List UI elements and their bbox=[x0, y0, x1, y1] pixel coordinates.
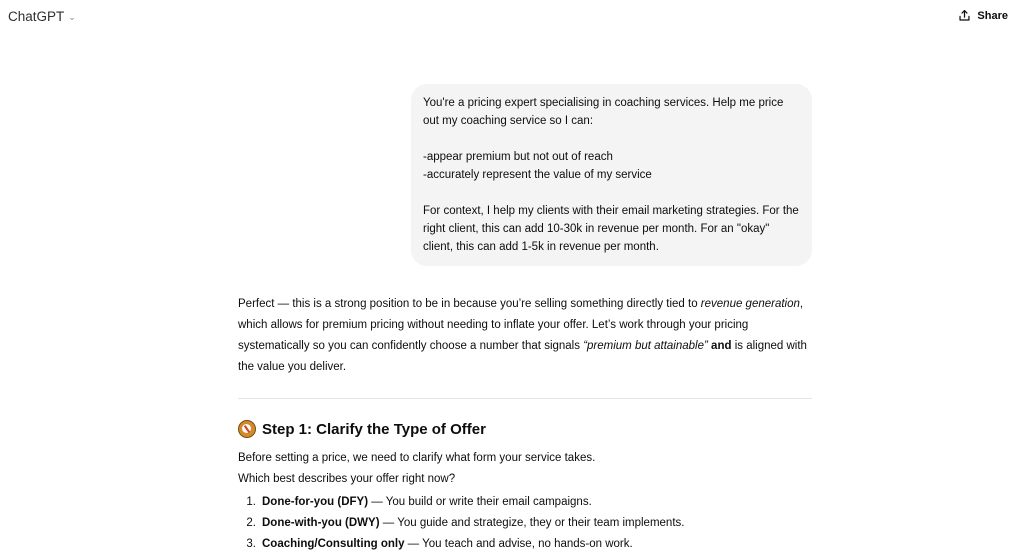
option-title: Coaching/Consulting only bbox=[262, 538, 405, 550]
list-item bbox=[244, 492, 814, 513]
user-message-bubble bbox=[411, 84, 812, 266]
step1-line: Before setting a price, we need to clarify what form your service takes. bbox=[238, 452, 596, 464]
share-label: Share bbox=[977, 9, 1008, 22]
offer-options-list bbox=[244, 492, 814, 555]
intro-text: is aligned with the value you deliver. bbox=[238, 340, 807, 373]
intro-text: , which allows for premium pricing without needing to inflate your offer. Let’s work through your pricing systematically so you can confidently choose a number that signals bbox=[238, 298, 804, 352]
user-message-line bbox=[423, 184, 800, 202]
step1-title: Step 1: Clarify the Type of Offer bbox=[262, 420, 486, 438]
list-item bbox=[244, 513, 814, 534]
share-button[interactable] bbox=[958, 9, 1008, 22]
step1-heading bbox=[238, 420, 486, 438]
user-message-line: -accurately represent the value of my service bbox=[423, 169, 652, 181]
chevron-down-icon: ⌄ bbox=[68, 12, 76, 22]
intro-bold: and bbox=[711, 340, 732, 352]
share-icon bbox=[958, 9, 971, 22]
option-title: Done-for-you (DFY) bbox=[262, 496, 369, 508]
user-message-line: You're a pricing expert specialising in coaching services. Help me price out my coaching service so I can: bbox=[423, 97, 784, 127]
step1-line: Which best describes your offer right now? bbox=[238, 473, 456, 485]
list-number: 1. bbox=[246, 496, 256, 508]
compass-icon bbox=[238, 420, 256, 438]
intro-emphasis: “premium but attainable” bbox=[583, 340, 708, 352]
option-title: Done-with-you (DWY) bbox=[262, 517, 380, 529]
list-number: 3. bbox=[246, 538, 256, 550]
model-switcher[interactable] bbox=[8, 9, 76, 24]
model-name: ChatGPT bbox=[8, 9, 65, 24]
user-message-line bbox=[423, 130, 800, 148]
user-message-line: For context, I help my clients with their email marketing strategies. For the right client, this can add 10-30k in revenue per month. For an "okay" client, this can add 1-5k in revenue per month. bbox=[423, 205, 799, 253]
assistant-intro-paragraph bbox=[238, 294, 814, 378]
step1-body bbox=[238, 448, 814, 490]
option-desc: — You guide and strategize, they or their team implements. bbox=[379, 517, 685, 529]
list-number: 2. bbox=[246, 517, 256, 529]
intro-text: Perfect — this is a strong position to be in because you’re selling something directly tied to bbox=[238, 298, 701, 310]
user-message-line: -appear premium but not out of reach bbox=[423, 151, 613, 163]
option-desc: — You build or write their email campaigns. bbox=[368, 496, 592, 508]
intro-emphasis: revenue generation bbox=[700, 298, 800, 310]
top-bar bbox=[0, 0, 1024, 36]
option-desc: — You teach and advise, no hands-on work. bbox=[404, 538, 633, 550]
section-divider bbox=[238, 398, 812, 399]
list-item bbox=[244, 534, 814, 555]
